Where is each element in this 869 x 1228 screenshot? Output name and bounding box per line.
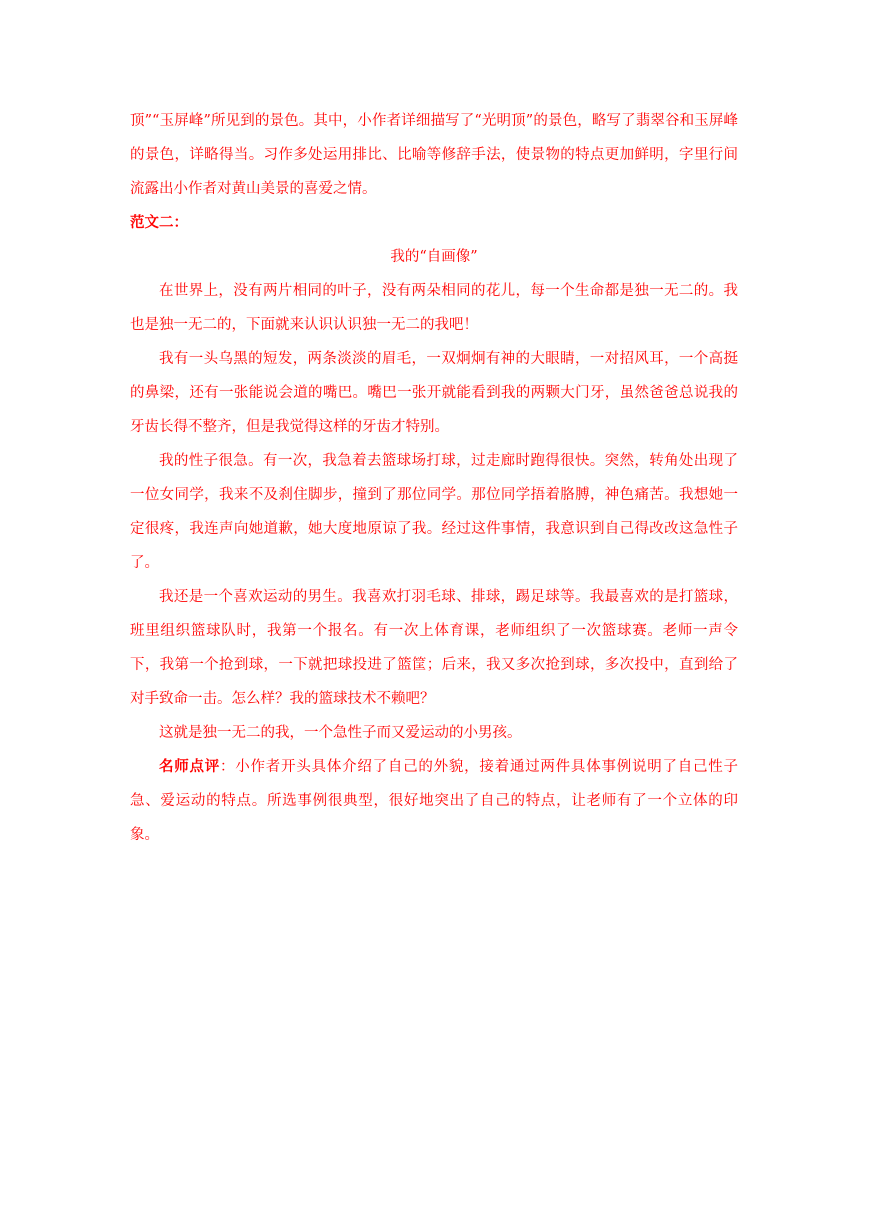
- intro-comment: 顶”“玉屏峰”所见到的景色。其中，小作者详细描写了“光明顶”的景色，略写了翡翠谷和玉屏峰的景色，详略得当。习作多处运用排比、比喻等修辞手法，使景物的特点更加鲜明，字里行间流露出小作者对黄山美景的喜爱之情。: [130, 113, 738, 197]
- document-page: [130, 104, 738, 852]
- essay-paragraph-1: 在世界上，没有两片相同的叶子，没有两朵相同的花儿，每一个生命都是独一无二的。我也是独一无二的，下面就来认识认识独一无二的我吧！: [130, 283, 738, 333]
- teacher-comment-label: 名师点评: [159, 759, 221, 775]
- essay-paragraph-3: 我的性子很急。有一次，我急着去篮球场打球，过走廊时跑得很快。突然，转角处出现了一位女同学，我来不及刹住脚步，撞到了那位同学。那位同学捂着胳膊，神色痛苦。我想她一定很疼，我连声向她道歉，她大度地原谅了我。经过这件事情，我意识到自己得改改这急性子了。: [130, 453, 738, 571]
- section-label: 范文二：: [130, 215, 188, 231]
- essay-paragraph-2: 我有一头乌黑的短发，两条淡淡的眉毛，一双炯炯有神的大眼睛，一对招风耳，一个高挺的鼻梁，还有一张能说会道的嘴巴。嘴巴一张开就能看到我的两颗大门牙，虽然爸爸总说我的牙齿长得不整齐，但是我觉得这样的牙齿才特别。: [130, 351, 738, 435]
- essay-paragraph-4: 我还是一个喜欢运动的男生。我喜欢打羽毛球、排球，踢足球等。我最喜欢的是打篮球，班里组织篮球队时，我第一个报名。有一次上体育课，老师组织了一次篮球赛。老师一声令下，我第一个抢到球，一下就把球投进了篮筐；后来，我又多次抢到球，多次投中，直到给了对手致命一击。怎么样？我的篮球技术不赖吧？: [130, 589, 738, 707]
- teacher-comment-text: ：小作者开头具体介绍了自己的外貌，接着通过两件具体事例说明了自己性子急、爱运动的特点。所选事例很典型，很好地突出了自己的特点，让老师有了一个立体的印象。: [130, 759, 739, 843]
- teacher-comment: [130, 750, 738, 852]
- essay-title: 我的“自画像”: [390, 249, 478, 265]
- essay-paragraph-5: 这就是独一无二的我，一个急性子而又爱运动的小男孩。: [159, 725, 522, 741]
